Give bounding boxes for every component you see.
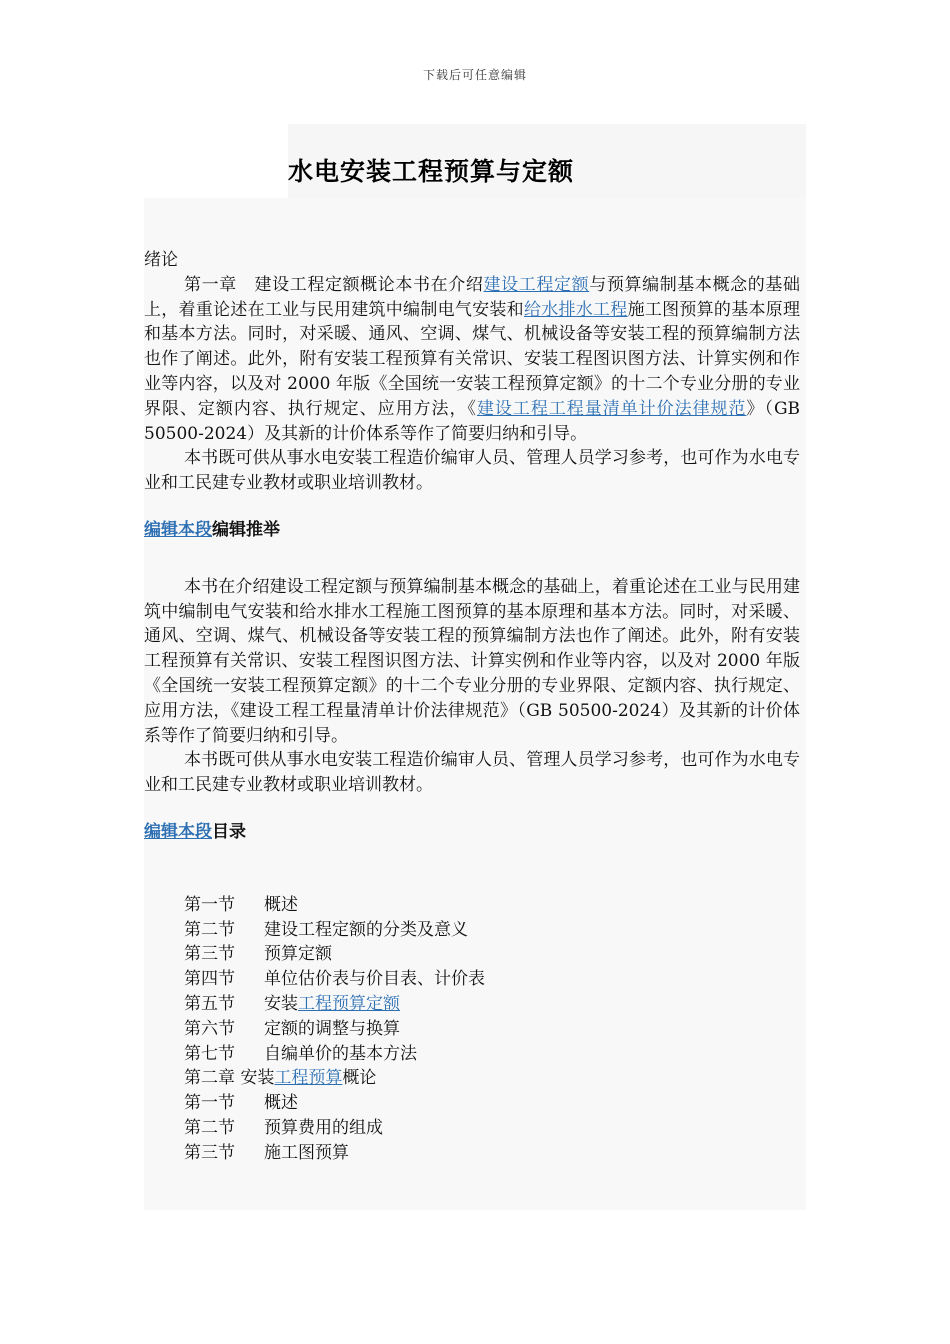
intro-paragraph-2: 本书既可供从事水电安装工程造价编审人员、管理人员学习参考，也可作为水电专业和工民建专业教材或职业培训教材。 [144, 448, 800, 494]
toc-text: 建设工程定额的分类及意义 [264, 919, 468, 940]
toc-chapter-item [144, 1066, 800, 1091]
toc-item [144, 1017, 800, 1042]
toc-list [144, 893, 800, 1166]
edit-section-link-2[interactable]: 编辑本段 [144, 821, 212, 842]
article-body [144, 248, 800, 1166]
toc-item [144, 992, 800, 1017]
intro-text-c: 施工图预算的基本原理和基本方法。同时，对采暖、通风、空调、煤气、机械设备等安装工程的预算编制方法也作了阐述。此外，附有安装工程预算有关常识、安装工程图识图方法、计算实例和作业等内容，以及对 2000 年版《全国统一安装工程预算定额》的十二个专业分册的专业界限、定额内容、执行规定、应用方法，《 [144, 299, 801, 419]
toc-text: 自编单价的基本方法 [264, 1043, 417, 1064]
page-title: 水电安装工程预算与定额 [288, 157, 575, 186]
toc-number: 第三节 [184, 944, 235, 965]
intro-paragraph-1 [144, 273, 800, 447]
section-toc-heading [144, 820, 800, 845]
toc-number: 第七节 [184, 1043, 235, 1064]
section-recommend-heading [144, 518, 800, 543]
toc-item [144, 942, 800, 967]
toc-number: 第六节 [184, 1018, 235, 1039]
intro-label: 绪论 [144, 250, 178, 270]
link-project-budget[interactable]: 工程预算 [274, 1068, 343, 1089]
section-toc-title: 目录 [212, 821, 246, 842]
toc-text-suffix: 概论 [342, 1068, 377, 1089]
toc-chapter-number: 第二章 [184, 1068, 235, 1089]
toc-item [144, 918, 800, 943]
toc-number: 第二节 [184, 1117, 235, 1138]
section-recommend-title: 编辑推举 [212, 519, 280, 540]
toc-text: 安装 [264, 993, 298, 1014]
intro-text-d: 》（GB 50500-2024）及其新的计价体系等作了简要归纳和引导。 [144, 398, 801, 444]
toc-number: 第一节 [184, 894, 235, 915]
title-background-lower [144, 198, 806, 240]
toc-text: 预算定额 [264, 944, 332, 965]
toc-text: 定额的调整与换算 [264, 1018, 400, 1039]
toc-number: 第三节 [184, 1142, 235, 1163]
toc-text: 预算费用的组成 [264, 1117, 383, 1138]
toc-text: 单位估价表与价目表、计价表 [264, 969, 485, 990]
recommend-paragraph-1: 本书在介绍建设工程定额与预算编制基本概念的基础上，着重论述在工业与民用建筑中编制电气安装和给水排水工程施工图预算的基本原理和基本方法。同时，对采暖、通风、空调、煤气、机械设备等安装工程的预算编制方法也作了阐述。此外，附有安装工程预算有关常识、安装工程图识图方法、计算实例和作业等内容，以及对 2000 年版《全国统一安装工程预算定额》的十二个专业分册的专业界限、定额内容、执行规定、应用方法，《建设工程工程量清单计价法律规范》（GB 50500-2024）及其新的计价体系等作了简要归纳和引导。 [144, 576, 800, 746]
recommend-paragraph-2: 本书既可供从事水电安装工程造价编审人员、管理人员学习参考，也可作为水电专业和工民建专业教材或职业培训教材。 [144, 750, 800, 796]
toc-item [144, 1141, 800, 1166]
toc-item [144, 967, 800, 992]
toc-text: 概述 [264, 894, 298, 915]
toc-item [144, 1042, 800, 1067]
toc-text: 施工图预算 [264, 1142, 349, 1163]
toc-number: 第五节 [184, 993, 235, 1014]
link-bill-of-quantities[interactable]: 建设工程工程量清单计价法律规范 [476, 398, 747, 419]
toc-item [144, 1116, 800, 1141]
header-note: 下载后可任意编辑 [422, 68, 527, 82]
link-water-drainage[interactable]: 给水排水工程 [523, 299, 628, 320]
intro-text-a: 第一章 建设工程定额概论本书在介绍 [184, 274, 484, 295]
toc-text: 概述 [264, 1093, 298, 1114]
toc-item [144, 1091, 800, 1116]
intro-text-b: 与预算编制基本概念的基础上，着重论述在工业与民用建筑中编制电气安装和 [144, 274, 801, 320]
link-project-budget-quota[interactable]: 工程预算定额 [298, 993, 400, 1014]
edit-section-link-1[interactable]: 编辑本段 [144, 519, 212, 540]
toc-number: 第二节 [184, 919, 235, 940]
toc-item [144, 893, 800, 918]
toc-number: 第一节 [184, 1093, 235, 1114]
link-construction-quota[interactable]: 建设工程定额 [483, 274, 590, 295]
toc-text: 安装 [240, 1068, 275, 1089]
toc-number: 第四节 [184, 969, 235, 990]
